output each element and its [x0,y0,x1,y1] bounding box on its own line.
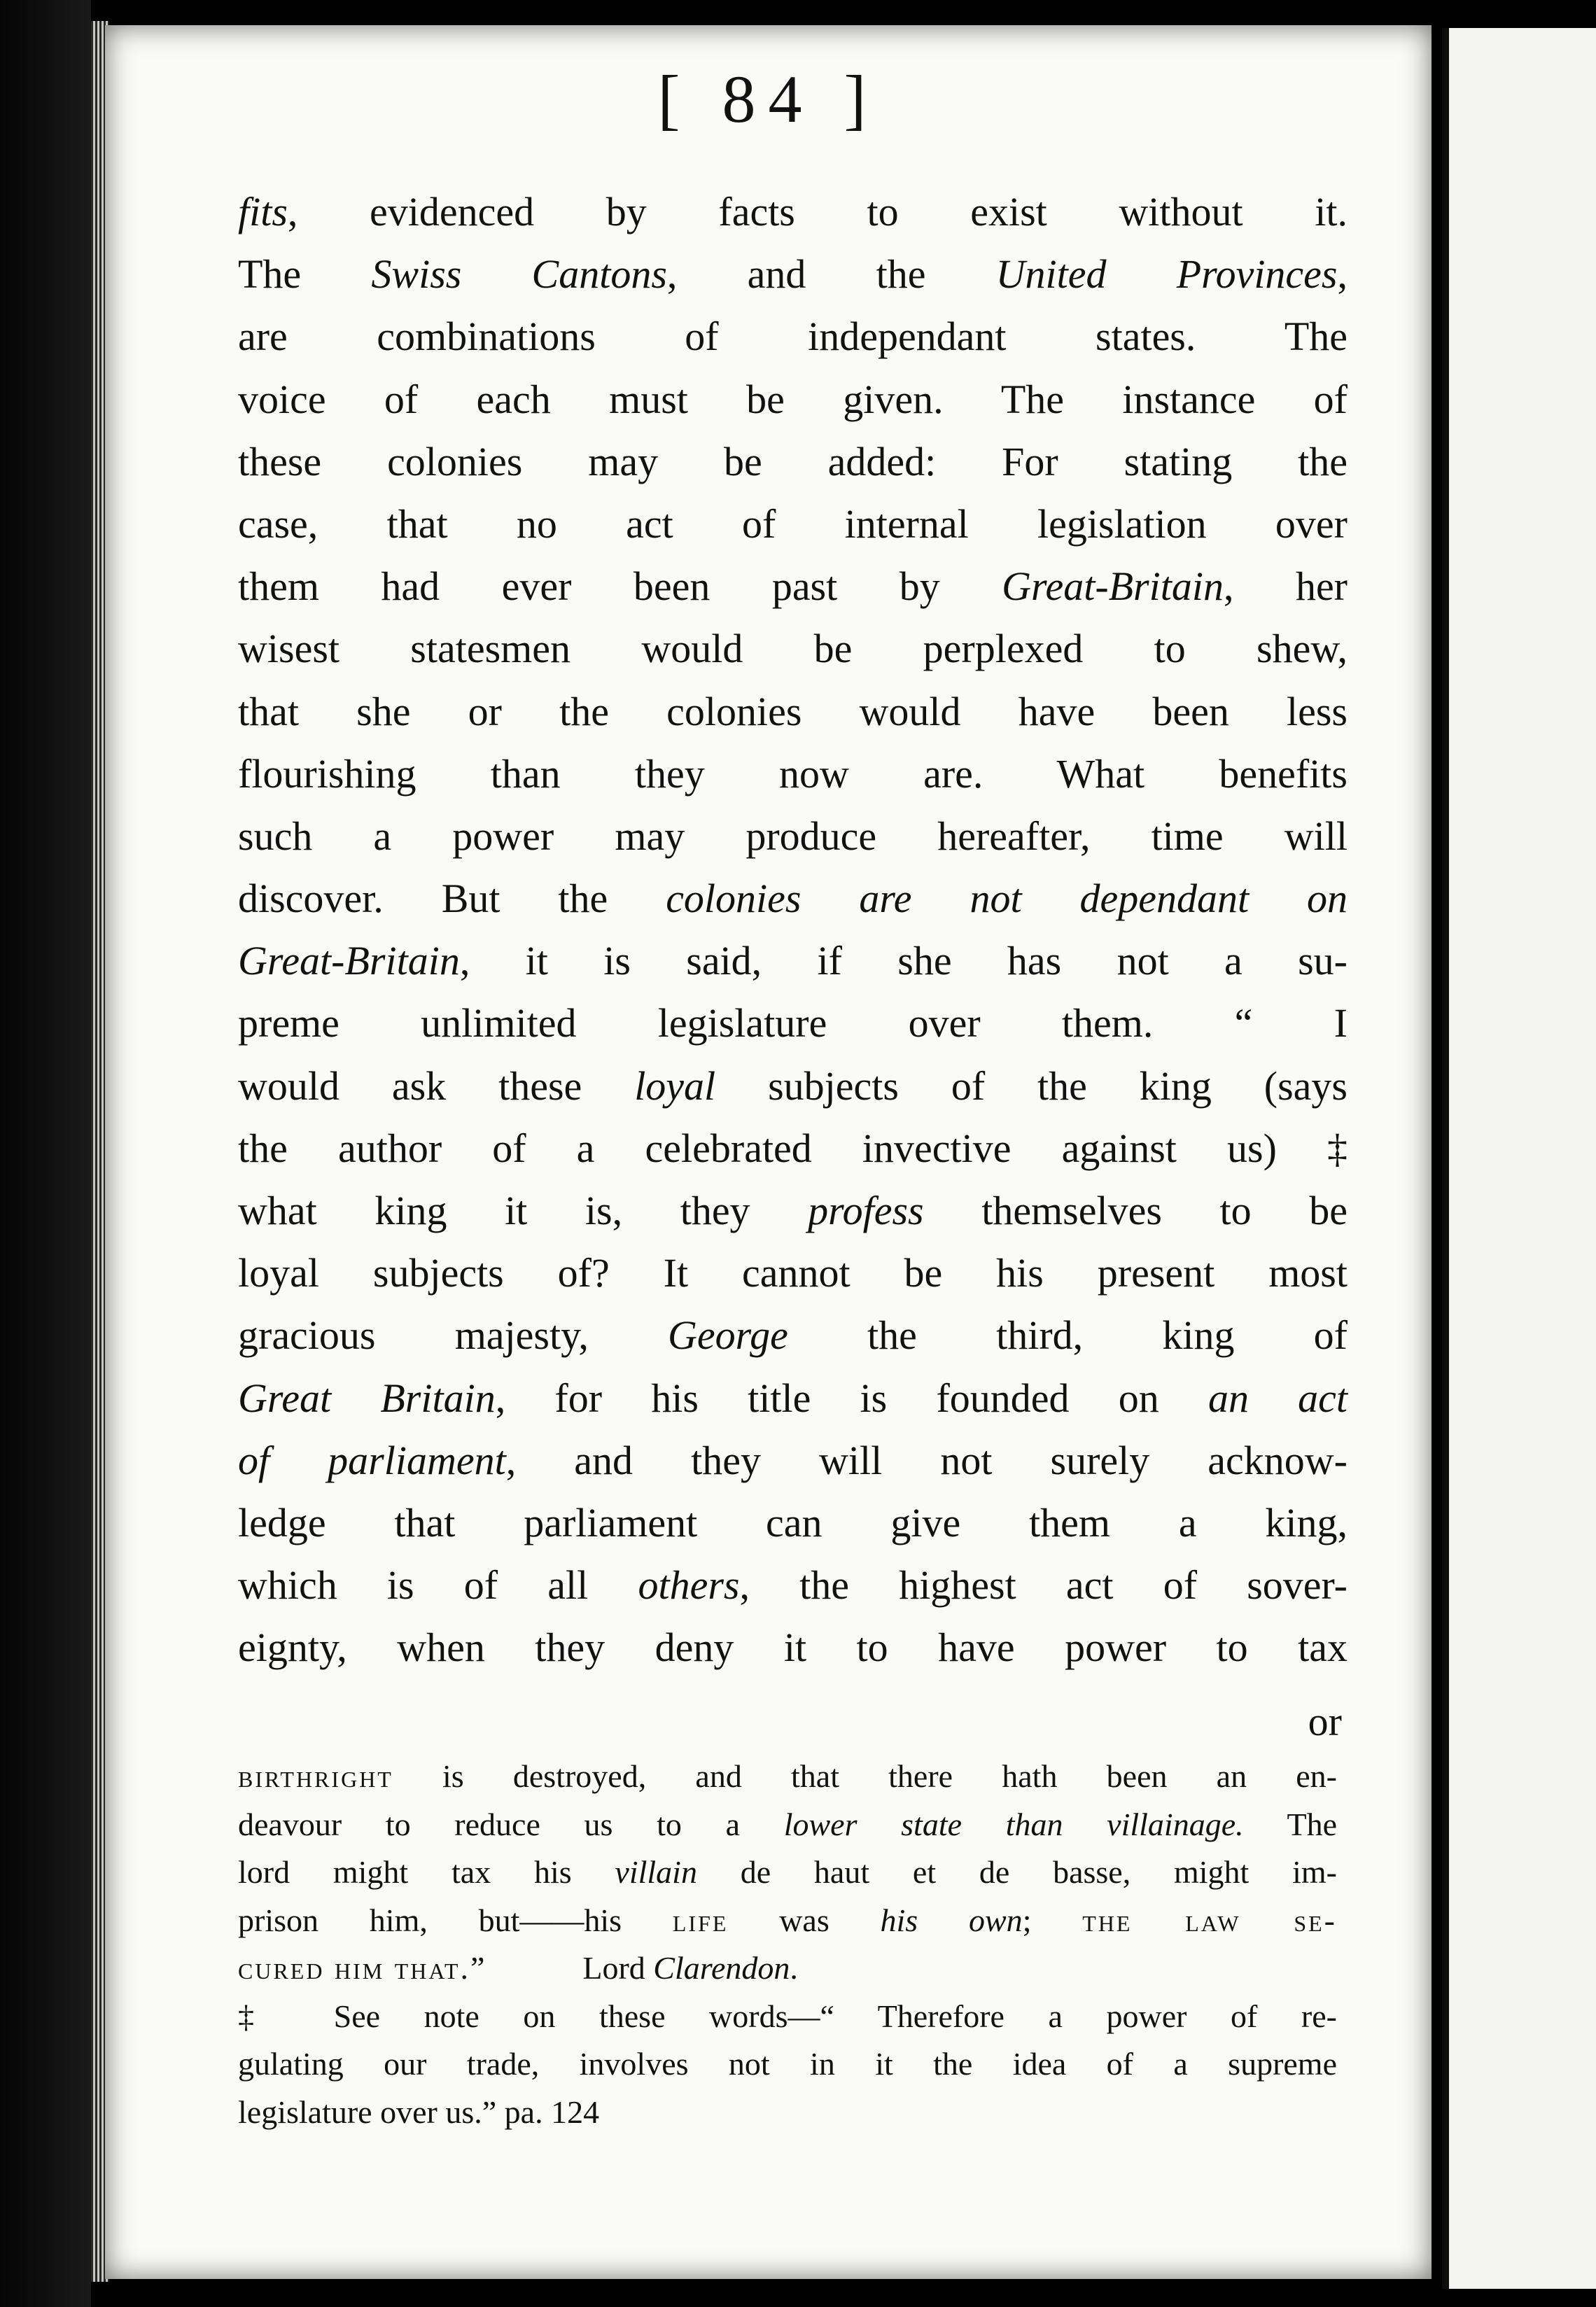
text-line [238,743,1348,805]
binding-shadow [0,0,91,2307]
footnote-line [238,1801,1337,1849]
book-page [105,25,1432,2279]
text-run: , for his title is founded on [495,1375,1208,1421]
text-run: preme unlimited legislature over them. “ I [238,1000,1348,1046]
footnote-line [238,1849,1337,1897]
text-run: eignty, when they deny it to have power to tax [238,1625,1348,1671]
text-run: ” [470,1950,485,1986]
text-run: George [668,1312,788,1359]
text-run: , and they will not surely acknow- [505,1437,1348,1483]
footnote-line [238,1897,1337,1945]
text-run: which is of all [238,1562,638,1608]
text-run: , and the [666,251,996,297]
text-line [238,805,1348,867]
text-run: deavour to reduce us to a [238,1806,784,1842]
text-run: , [1337,251,1348,297]
text-run: loyal [634,1063,716,1109]
text-line [238,1367,1348,1429]
body-text [238,181,1348,1679]
text-run: was [728,1902,881,1938]
text-run: Swiss Cantons [371,251,667,297]
text-run: gulating our trade, involves not in it the idea of a supreme [238,2046,1337,2082]
text-run: gracious majesty, [238,1312,668,1359]
text-run: would ask these [238,1063,635,1109]
text-run: such a power may produce hereafter, time will [238,813,1348,859]
text-run: that she or the colonies would have been less [238,688,1348,734]
text-run: Lord [582,1950,654,1986]
text-line [238,1117,1348,1179]
text-run: Great Britain [238,1375,496,1421]
text-run: Great-Britain [1002,563,1224,610]
text-run: colonies are not dependant on [666,876,1348,922]
footnotes [238,1753,1337,2136]
text-run: discover. But the [238,876,666,922]
text-line [238,680,1348,743]
text-run: case, that no act of internal legislation over [238,500,1348,547]
text-run: legislature over us.” pa. 124 [238,2094,600,2130]
text-run: , the highest act of sover- [739,1562,1348,1608]
text-line [238,430,1348,493]
text-line [238,867,1348,930]
text-run: the law se- [1082,1902,1337,1938]
text-run: these colonies may be added: For stating the [238,438,1348,484]
text-run: loyal subjects of? It cannot be his present most [238,1250,1348,1296]
text-line [238,1179,1348,1242]
text-run: flourishing than they now are. What benefits [238,750,1348,797]
text-run: the third, king of [788,1312,1348,1359]
text-line [238,181,1348,243]
text-run: Clarendon [653,1950,790,1986]
text-run: birthright [238,1758,393,1794]
text-run: them had ever been past by [238,563,1002,610]
text-line [238,1304,1348,1366]
text-run: de haut et de basse, might im- [696,1854,1337,1890]
text-line [238,1429,1348,1492]
text-line [238,555,1348,617]
text-line [238,368,1348,430]
text-run: villain [615,1854,697,1890]
text-run: ledge that parliament can give them a king, [238,1499,1348,1545]
text-run: the author of a celebrated invective against us) ‡ [238,1125,1348,1171]
text-run: subjects of the king (says [715,1063,1348,1109]
text-run: United Provinces [995,251,1338,297]
catchword: or [1308,1699,1342,1744]
page-number-heading: [ 84 ] [657,62,879,136]
text-run: fits [238,189,288,234]
text-run: are combinations of independant states. The [238,314,1348,360]
footnote-line [238,2089,1337,2137]
text-run: ; [1022,1902,1083,1938]
text-run: cured him that. [238,1950,470,1986]
text-run: lord might tax his [238,1854,615,1890]
text-line [238,1616,1348,1678]
text-line [238,493,1348,555]
text-line [238,617,1348,680]
text-run: an act [1208,1375,1348,1421]
text-run: his own [880,1902,1023,1938]
text-line [238,1055,1348,1117]
text-run: others [638,1562,740,1608]
text-line [238,243,1348,305]
text-run: wisest statesmen would be perplexed to shew, [238,626,1348,672]
text-run: what king it is, they [238,1188,808,1233]
text-run: ‡ See note on these words—“ Therefore a power of re- [238,1998,1337,2034]
text-run: , evidenced by facts to exist without it. [287,189,1348,234]
text-run: profess [808,1188,924,1233]
text-run: is destroyed, and that there hath been an en- [393,1758,1337,1794]
footnote-line [238,1993,1337,2041]
text-line [238,992,1348,1054]
text-run: Great-Britain [238,938,460,984]
text-line [238,1554,1348,1616]
footnote-line [238,1753,1337,1801]
text-run: lower state than villainage. [783,1806,1244,1842]
text-run: themselves to be [923,1188,1348,1233]
text-run: . [790,1950,798,1986]
text-run: voice of each must be given. The instance of [238,376,1348,422]
text-run: The [238,251,372,297]
facing-page-edge [1442,28,1596,2289]
text-line [238,1242,1348,1304]
text-run: The [1243,1806,1337,1842]
text-run: life [672,1902,729,1938]
text-run: prison him, but——his [238,1902,673,1938]
text-line [238,305,1348,367]
footnote-line [238,1944,1337,1993]
footnote-line [238,2040,1337,2089]
text-run: , it is said, if she has not a su- [459,938,1348,984]
text-run: of parliament [238,1437,506,1483]
text-line [238,1492,1348,1554]
text-run: , her [1223,563,1348,610]
text-line [238,930,1348,992]
